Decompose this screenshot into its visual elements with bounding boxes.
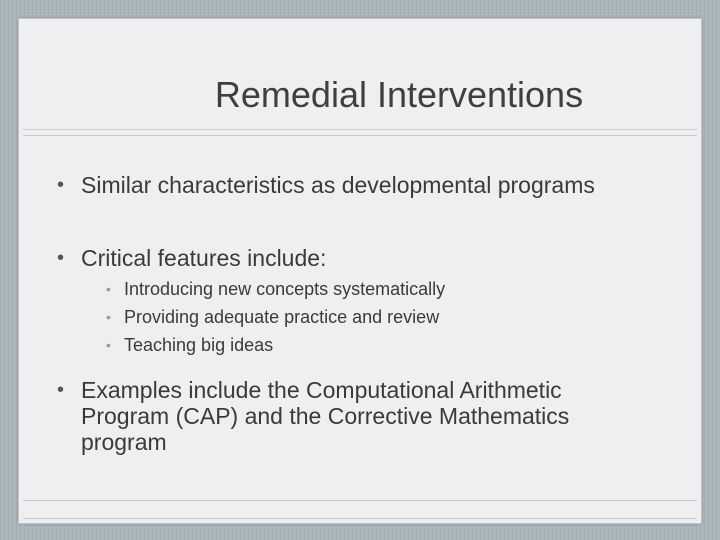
sub-bullet-dot-icon: •: [106, 281, 111, 297]
sub-bullet-text: Introducing new concepts systematically: [124, 279, 446, 299]
sub-bullet-dot-icon: •: [106, 337, 111, 353]
bullet-item: [57, 377, 641, 455]
bullet-text: Examples include the Computational Arithmetic Program (CAP) and the Corrective Mathematics program: [81, 377, 570, 455]
slide-title: Remedial Interventions: [214, 74, 584, 115]
sub-bullet-text: Teaching big ideas: [124, 335, 274, 355]
bullet-dot-icon: •: [57, 379, 65, 401]
sub-bullet-item: [106, 278, 644, 300]
bullet-text: Similar characteristics as developmental programs: [81, 172, 595, 198]
sub-bullet-item: [106, 334, 644, 356]
slide: [18, 18, 702, 524]
title-divider: [23, 129, 697, 136]
bullet-dot-icon: •: [57, 174, 65, 196]
bullet-text: Critical features include:: [81, 245, 327, 271]
sub-bullet-item: [106, 306, 644, 328]
bullet-item: [57, 172, 641, 198]
bullet-dot-icon: •: [57, 247, 65, 269]
footer-divider: [23, 500, 697, 519]
bullet-item: [57, 245, 641, 271]
sub-bullet-dot-icon: •: [106, 309, 111, 325]
title-area: [19, 19, 701, 129]
sub-bullet-text: Providing adequate practice and review: [124, 307, 440, 327]
